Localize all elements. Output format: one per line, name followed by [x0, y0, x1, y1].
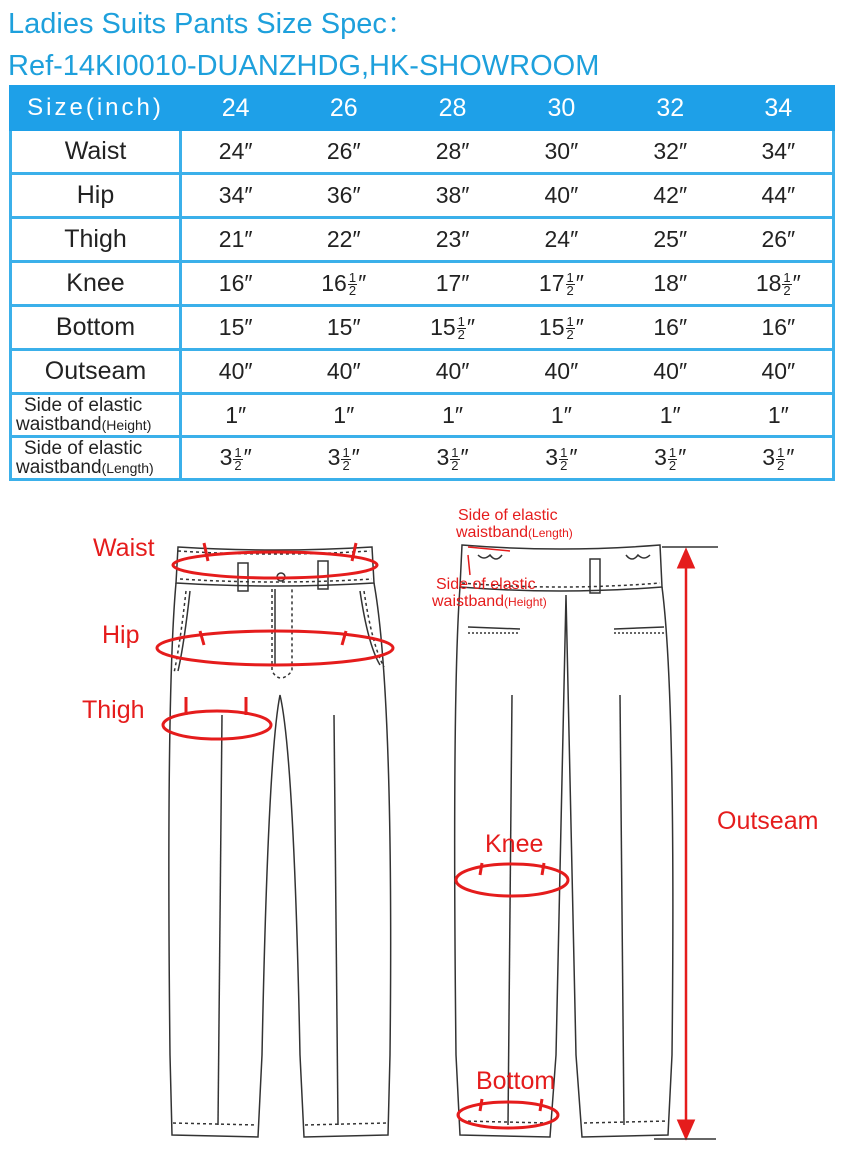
- table-cell: [616, 130, 725, 174]
- fraction-numerator: 1: [348, 270, 357, 286]
- inch-mark: ″: [780, 401, 789, 428]
- inch-mark: ″: [352, 358, 361, 384]
- fraction-denominator: 2: [783, 283, 791, 299]
- table-cell: [289, 174, 398, 218]
- fraction-numerator: 1: [234, 444, 242, 460]
- header-size-label: Size(inch): [11, 87, 181, 130]
- inch-mark: ″: [569, 444, 578, 471]
- inch-mark: ″: [461, 226, 470, 252]
- inch-mark: ″: [244, 358, 253, 384]
- cell-fraction: [559, 444, 568, 473]
- inch-mark: ″: [352, 138, 361, 164]
- table-cell: [181, 350, 290, 394]
- table-header-row: [11, 87, 834, 130]
- cell-whole: 40: [761, 358, 788, 384]
- cell-whole: 42: [653, 182, 679, 208]
- cell-whole: 1: [333, 401, 347, 428]
- inch-mark: ″: [575, 313, 584, 340]
- table-cell: [398, 394, 507, 437]
- inch-mark: ″: [672, 401, 681, 428]
- outseam-label: Outseam: [717, 807, 819, 835]
- cell-whole: 34: [218, 182, 245, 208]
- table-cell: [507, 262, 616, 306]
- table-cell: [725, 174, 834, 218]
- knee-measure-ring: [456, 864, 568, 896]
- cell-fraction: [782, 272, 791, 297]
- cell-whole: 40: [653, 358, 679, 384]
- table-cell: [725, 306, 834, 350]
- inch-mark: ″: [352, 314, 361, 340]
- inch-mark: ″: [244, 226, 253, 252]
- table-cell: [616, 262, 725, 306]
- fraction-denominator: 2: [457, 327, 465, 343]
- header-size: 30: [507, 87, 616, 130]
- cell-fraction: [341, 444, 350, 473]
- table-cell: [289, 350, 398, 394]
- inch-mark: ″: [678, 444, 687, 471]
- cell-fraction: [233, 444, 242, 473]
- inch-mark: ″: [575, 269, 584, 296]
- inch-mark: ″: [786, 444, 795, 471]
- row-label: Hip: [11, 174, 181, 218]
- table-cell: [507, 437, 616, 480]
- inch-mark: ″: [244, 138, 253, 164]
- cell-whole: 21: [218, 226, 245, 252]
- cell-fraction: [348, 272, 357, 297]
- table-cell: [616, 306, 725, 350]
- cell-whole: 16: [653, 314, 679, 340]
- cell-whole: 1: [767, 401, 781, 428]
- inch-mark: ″: [792, 269, 801, 296]
- table-row: [11, 437, 834, 480]
- inch-mark: ″: [787, 358, 796, 384]
- cell-whole: 40: [218, 358, 245, 384]
- cell-whole: 3: [219, 444, 233, 471]
- table-cell: [616, 218, 725, 262]
- fraction-denominator: 2: [451, 457, 459, 473]
- inch-mark: ″: [461, 138, 470, 164]
- inch-mark: ″: [787, 314, 796, 340]
- inch-mark: ″: [678, 314, 688, 340]
- fraction-denominator: 2: [668, 457, 677, 473]
- cell-whole: 18: [755, 269, 782, 296]
- table-cell: [507, 174, 616, 218]
- cell-whole: 15: [218, 314, 245, 340]
- cell-whole: 23: [435, 226, 462, 252]
- cell-whole: 1: [550, 401, 564, 428]
- inch-mark: ″: [678, 226, 688, 252]
- cell-whole: 3: [762, 444, 776, 471]
- table-cell: [398, 437, 507, 480]
- cell-whole: 18: [653, 270, 679, 296]
- cell-whole: 30: [544, 138, 571, 164]
- cell-whole: 15: [538, 313, 565, 340]
- inch-mark: ″: [244, 182, 253, 208]
- waist-measure-ring: [173, 552, 377, 578]
- elastic-length-label: Side of elastic waistband(Length): [456, 507, 573, 541]
- inch-mark: ″: [237, 401, 247, 428]
- table-cell: [725, 394, 834, 437]
- cell-whole: 25: [653, 226, 679, 252]
- header-size: 34: [725, 87, 834, 130]
- table-cell: [616, 350, 725, 394]
- cell-whole: 17: [435, 270, 462, 296]
- row-label-line2: [16, 415, 179, 435]
- table-cell: [398, 350, 507, 394]
- inch-mark: ″: [352, 182, 361, 208]
- row-label-line2: [16, 458, 179, 478]
- row-label: Thigh: [11, 218, 181, 262]
- fraction-denominator: 2: [342, 457, 350, 473]
- cell-whole: 22: [326, 226, 353, 252]
- table-row: [11, 218, 834, 262]
- row-label-main: waistband: [16, 456, 102, 478]
- cell-whole: 15: [430, 313, 456, 340]
- cell-whole: 44: [761, 182, 788, 208]
- cell-whole: 24: [544, 226, 571, 252]
- table-cell: [289, 437, 398, 480]
- cell-whole: 26: [761, 226, 788, 252]
- cell-fraction: [457, 316, 466, 341]
- table-cell: [398, 262, 507, 306]
- bottom-label: Bottom: [476, 1067, 556, 1095]
- cell-whole: 3: [545, 444, 559, 471]
- cell-whole: 38: [435, 182, 462, 208]
- inch-mark: ″: [570, 226, 579, 252]
- inch-mark: ″: [678, 182, 688, 208]
- fraction-denominator: 2: [348, 283, 357, 299]
- inch-mark: ″: [570, 138, 579, 164]
- cell-fraction: [776, 444, 785, 473]
- fraction-numerator: 1: [777, 444, 785, 460]
- table-cell: [181, 130, 290, 174]
- reference-code: Ref-14KI0010-DUANZHDG,HK-SHOWROOM: [8, 50, 600, 82]
- inch-mark: ″: [466, 313, 476, 340]
- table-cell: [289, 262, 398, 306]
- cell-whole: 40: [544, 182, 571, 208]
- fraction-numerator: 1: [668, 444, 677, 460]
- waist-label: Waist: [93, 534, 155, 562]
- cell-whole: 16: [321, 269, 347, 296]
- fraction-denominator: 2: [566, 283, 574, 299]
- cell-whole: 36: [326, 182, 353, 208]
- table-cell: [398, 174, 507, 218]
- table-cell: [507, 130, 616, 174]
- table-cell: [725, 262, 834, 306]
- table-cell: [181, 218, 290, 262]
- cell-whole: 40: [544, 358, 571, 384]
- cell-fraction: [566, 316, 575, 341]
- thigh-label: Thigh: [82, 696, 145, 724]
- inch-mark: ″: [454, 401, 464, 428]
- cell-whole: 1: [659, 401, 673, 428]
- table-cell: [181, 306, 290, 350]
- header-size: 32: [616, 87, 725, 130]
- inch-mark: ″: [461, 270, 470, 296]
- row-label: [11, 437, 181, 480]
- cell-whole: 40: [326, 358, 353, 384]
- table-cell: [616, 174, 725, 218]
- fraction-numerator: 1: [566, 314, 574, 330]
- fraction-denominator: 2: [777, 457, 785, 473]
- thigh-measure-ring: [163, 711, 271, 739]
- inch-mark: ″: [787, 182, 796, 208]
- table-row: [11, 306, 834, 350]
- cell-fraction: [668, 444, 677, 473]
- cell-whole: 15: [326, 314, 353, 340]
- inch-mark: ″: [346, 401, 355, 428]
- size-spec-table: [9, 85, 835, 481]
- row-label: Outseam: [11, 350, 181, 394]
- inch-mark: ″: [461, 182, 470, 208]
- table-row: [11, 130, 834, 174]
- cell-whole: 1: [442, 401, 455, 428]
- inch-mark: ″: [678, 138, 688, 164]
- measurement-markers: [157, 543, 693, 1137]
- header-size: 28: [398, 87, 507, 130]
- row-label-line1: Side of elastic: [24, 437, 143, 459]
- table-cell: [725, 437, 834, 480]
- fraction-numerator: 1: [783, 270, 791, 286]
- row-label-main: waistband: [16, 413, 102, 435]
- row-label-sub: (Length): [101, 459, 154, 476]
- cell-whole: 16: [761, 314, 788, 340]
- inch-mark: ″: [678, 270, 688, 296]
- cell-whole: 32: [653, 138, 679, 164]
- cell-whole: 24: [218, 138, 245, 164]
- table-row: [11, 394, 834, 437]
- cell-whole: 40: [435, 358, 462, 384]
- inch-mark: ″: [244, 314, 253, 340]
- inch-mark: ″: [787, 138, 796, 164]
- row-label: Knee: [11, 262, 181, 306]
- cell-whole: 16: [218, 270, 245, 296]
- row-label: Bottom: [11, 306, 181, 350]
- fraction-numerator: 1: [342, 444, 350, 460]
- cell-whole: 3: [654, 444, 667, 471]
- table-cell: [507, 350, 616, 394]
- cell-whole: 1: [225, 401, 238, 428]
- table-cell: [507, 306, 616, 350]
- header-size: 26: [289, 87, 398, 130]
- table-cell: [725, 350, 834, 394]
- table-cell: [398, 130, 507, 174]
- inch-mark: ″: [244, 270, 253, 296]
- knee-label: Knee: [485, 830, 544, 858]
- fraction-numerator: 1: [566, 270, 574, 286]
- table-cell: [725, 218, 834, 262]
- fraction-numerator: 1: [560, 444, 568, 460]
- cell-fraction: [566, 272, 575, 297]
- elastic-height-label: Side of elastic waistband(Height): [432, 576, 547, 610]
- table-cell: [289, 306, 398, 350]
- row-label: [11, 394, 181, 437]
- table-cell: [725, 130, 834, 174]
- row-label-line1: Side of elastic: [24, 394, 143, 416]
- table-cell: [181, 262, 290, 306]
- table-cell: [289, 394, 398, 437]
- table-cell: [398, 218, 507, 262]
- cell-whole: 17: [538, 269, 565, 296]
- table-cell: [181, 174, 290, 218]
- table-cell: [289, 130, 398, 174]
- fraction-numerator: 1: [457, 314, 465, 330]
- cell-whole: 3: [436, 444, 450, 471]
- hip-label: Hip: [102, 621, 140, 649]
- cell-whole: 28: [435, 138, 462, 164]
- inch-mark: ″: [787, 226, 796, 252]
- inch-mark: ″: [570, 182, 579, 208]
- fraction-numerator: 1: [451, 444, 459, 460]
- table-cell: [181, 394, 290, 437]
- cell-whole: 3: [327, 444, 341, 471]
- inch-mark: ″: [243, 444, 252, 471]
- table-cell: [289, 218, 398, 262]
- row-label: Waist: [11, 130, 181, 174]
- row-label-sub: (Height): [101, 416, 152, 433]
- inch-mark: ″: [678, 358, 688, 384]
- table-row: [11, 262, 834, 306]
- fraction-denominator: 2: [560, 457, 568, 473]
- inch-mark: ″: [563, 401, 572, 428]
- cell-whole: 26: [326, 138, 353, 164]
- table-cell: [181, 437, 290, 480]
- table-row: [11, 174, 834, 218]
- fraction-denominator: 2: [234, 457, 242, 473]
- table-row: [11, 350, 834, 394]
- page-title: Ladies Suits Pants Size Spec：: [8, 8, 416, 40]
- inch-mark: ″: [460, 444, 469, 471]
- table-cell: [507, 218, 616, 262]
- inch-mark: ″: [570, 358, 579, 384]
- table-cell: [616, 437, 725, 480]
- inch-mark: ″: [351, 444, 360, 471]
- table-cell: [507, 394, 616, 437]
- table-cell: [398, 306, 507, 350]
- header-size: 24: [181, 87, 290, 130]
- inch-mark: ″: [358, 269, 367, 296]
- fraction-denominator: 2: [566, 327, 574, 343]
- inch-mark: ″: [461, 358, 470, 384]
- table-cell: [616, 394, 725, 437]
- cell-fraction: [450, 444, 459, 473]
- inch-mark: ″: [352, 226, 361, 252]
- cell-whole: 34: [761, 138, 788, 164]
